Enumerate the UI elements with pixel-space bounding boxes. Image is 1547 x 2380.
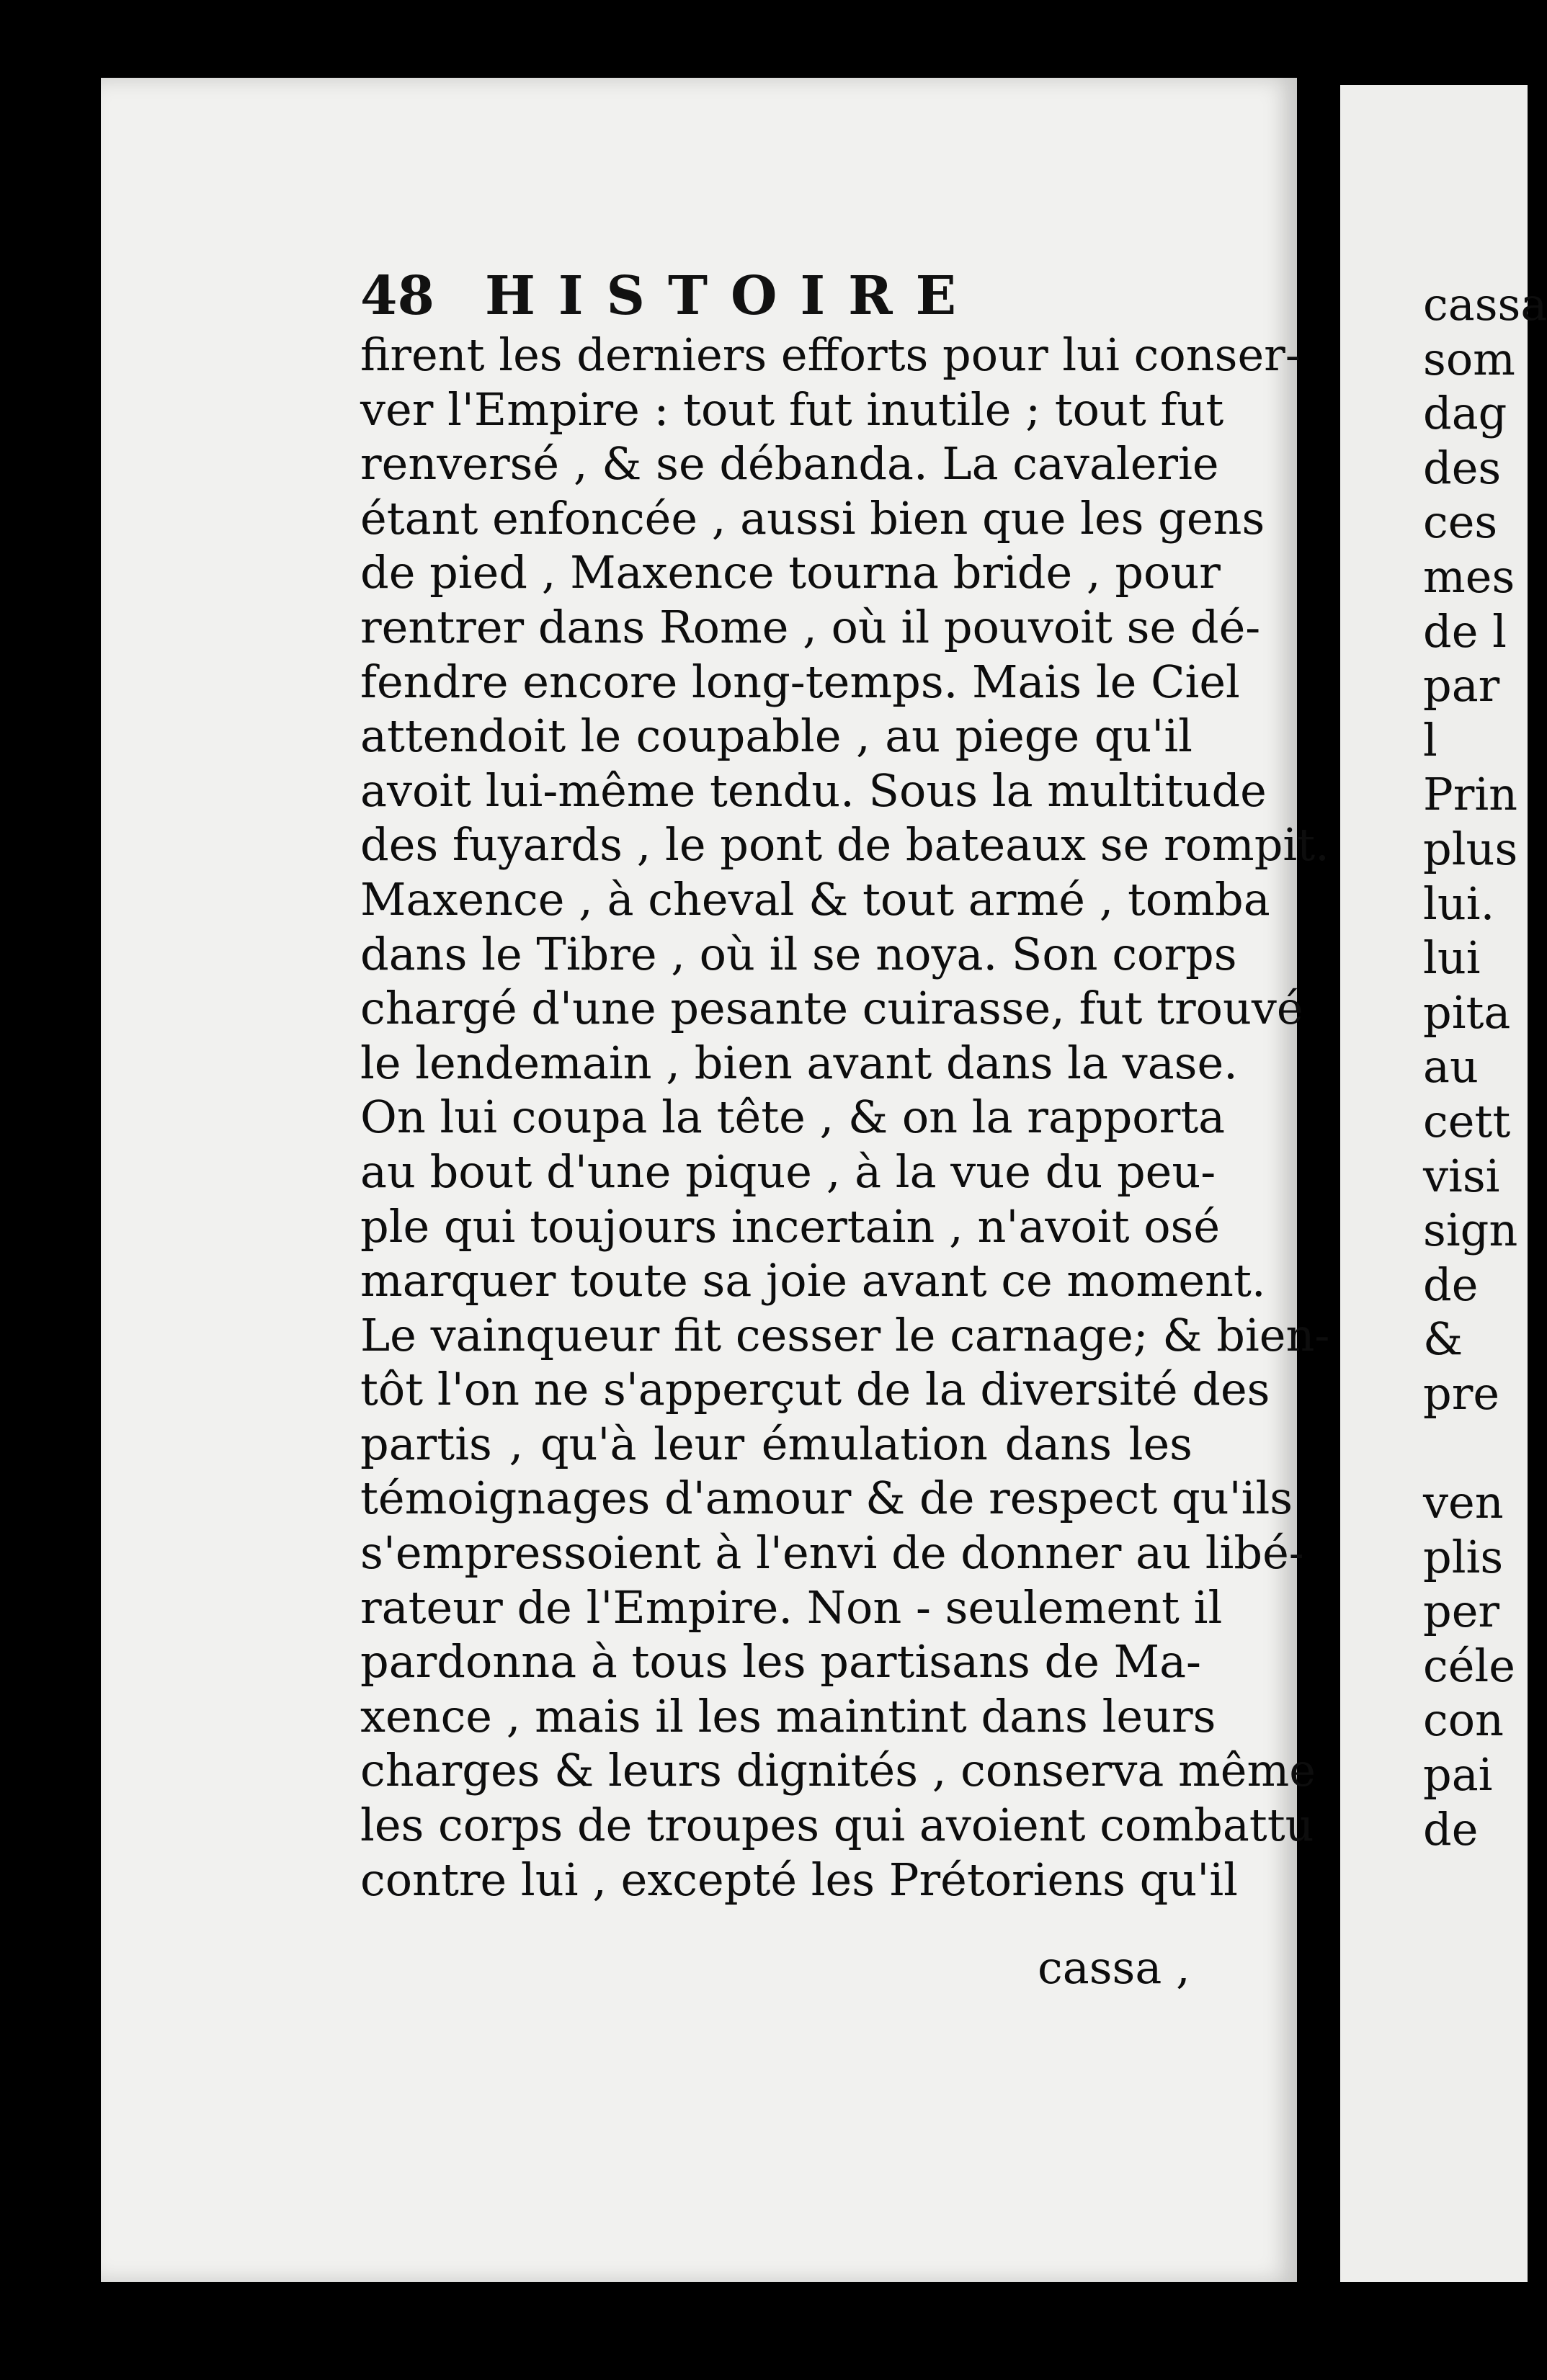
text-line: s'empressoient à l'envi de donner au libé- bbox=[360, 1526, 1304, 1580]
text-line: de pied , Maxence tourna bride , pour bbox=[360, 546, 1221, 599]
text-line: contre lui , excepté les Prétoriens qu'il bbox=[360, 1853, 1238, 1906]
text-line: les corps de troupes qui avoient combattu bbox=[360, 1799, 1314, 1852]
text-line: ver l'Empire : tout fut inutile ; tout fut bbox=[360, 382, 1224, 436]
text-line: pardonna à tous les partisans de Ma- bbox=[360, 1635, 1202, 1688]
text-line: firent les derniers efforts pour lui conser- bbox=[360, 328, 1301, 381]
right-fragment: lui. bbox=[1423, 877, 1495, 930]
right-fragment: per bbox=[1423, 1585, 1500, 1638]
catchword: cassa , bbox=[1038, 1941, 1190, 1994]
right-fragment: des bbox=[1423, 441, 1502, 494]
running-title: HISTOIRE bbox=[484, 265, 980, 327]
right-fragment: con bbox=[1423, 1694, 1504, 1747]
text-line: partis , qu'à leur émulation dans les bbox=[360, 1417, 1192, 1470]
right-fragment: & bbox=[1423, 1312, 1463, 1366]
right-fragment: l bbox=[1423, 713, 1437, 766]
right-fragment: lui bbox=[1423, 931, 1481, 985]
right-fragment: cett bbox=[1423, 1094, 1511, 1148]
text-line: rateur de l'Empire. Non - seulement il bbox=[360, 1580, 1223, 1634]
right-fragment: de l bbox=[1423, 604, 1507, 658]
text-line: témoignages d'amour & de respect qu'ils bbox=[360, 1472, 1293, 1525]
text-line: étant enfoncée , aussi bien que les gens bbox=[360, 491, 1265, 545]
text-line: ple qui toujours incertain , n'avoit osé bbox=[360, 1199, 1221, 1253]
right-fragment: som bbox=[1423, 332, 1515, 385]
text-line: On lui coupa la tête , & on la rapporta bbox=[360, 1091, 1226, 1144]
right-fragment: Prin bbox=[1423, 768, 1518, 821]
page-number: 48 bbox=[360, 265, 434, 327]
right-fragment: visi bbox=[1423, 1149, 1500, 1202]
text-line: tôt l'on ne s'apperçut de la diversité des bbox=[360, 1363, 1270, 1416]
text-line: fendre encore long-temps. Mais le Ciel bbox=[360, 655, 1240, 708]
text-line: dans le Tibre , où il se noya. Son corps bbox=[360, 927, 1237, 980]
right-fragment: dag bbox=[1423, 387, 1507, 440]
right-fragment: plus bbox=[1423, 822, 1518, 875]
text-line: chargé d'une pesante cuirasse, fut trouvé bbox=[360, 982, 1303, 1035]
text-line: attendoit le coupable , au piege qu'il bbox=[360, 710, 1192, 763]
text-line: des fuyards , le pont de bateaux se rompit. bbox=[360, 818, 1329, 872]
text-line: Maxence , à cheval & tout armé , tomba bbox=[360, 872, 1270, 926]
right-fragment: au bbox=[1423, 1040, 1479, 1093]
text-line: marquer toute sa joie avant ce moment. bbox=[360, 1254, 1266, 1307]
right-fragment: pre bbox=[1423, 1366, 1500, 1420]
text-line: au bout d'une pique , à la vue du peu- bbox=[360, 1145, 1216, 1198]
text-line: rentrer dans Rome , où il pouvoit se dé- bbox=[360, 600, 1261, 653]
right-fragment: ces bbox=[1423, 496, 1498, 549]
right-fragment: pita bbox=[1423, 985, 1511, 1039]
right-fragment: par bbox=[1423, 659, 1500, 712]
right-fragment bbox=[1423, 1421, 1547, 1475]
right-fragment: de bbox=[1423, 1258, 1479, 1311]
text-line: le lendemain , bien avant dans la vase. bbox=[360, 1036, 1238, 1089]
body-text bbox=[360, 328, 1330, 1907]
right-fragment: ven bbox=[1423, 1476, 1504, 1529]
right-page-text bbox=[1423, 277, 1547, 1856]
right-fragment: de bbox=[1423, 1802, 1479, 1856]
text-line: renversé , & se débanda. La cavalerie bbox=[360, 437, 1219, 491]
text-line: avoit lui-même tendu. Sous la multitude bbox=[360, 764, 1267, 817]
running-head bbox=[360, 265, 1009, 330]
right-fragment: céle bbox=[1423, 1639, 1515, 1692]
text-line: xence , mais il les maintint dans leurs bbox=[360, 1689, 1216, 1742]
text-line: charges & leurs dignités , conserva même bbox=[360, 1744, 1316, 1797]
right-fragment: sign bbox=[1423, 1204, 1518, 1257]
right-fragment: pai bbox=[1423, 1748, 1493, 1802]
text-line: Le vainqueur fit cesser le carnage; & bien- bbox=[360, 1308, 1330, 1361]
right-fragment: cassa bbox=[1423, 278, 1547, 331]
right-fragment: plis bbox=[1423, 1530, 1504, 1583]
right-fragment: mes bbox=[1423, 550, 1515, 603]
